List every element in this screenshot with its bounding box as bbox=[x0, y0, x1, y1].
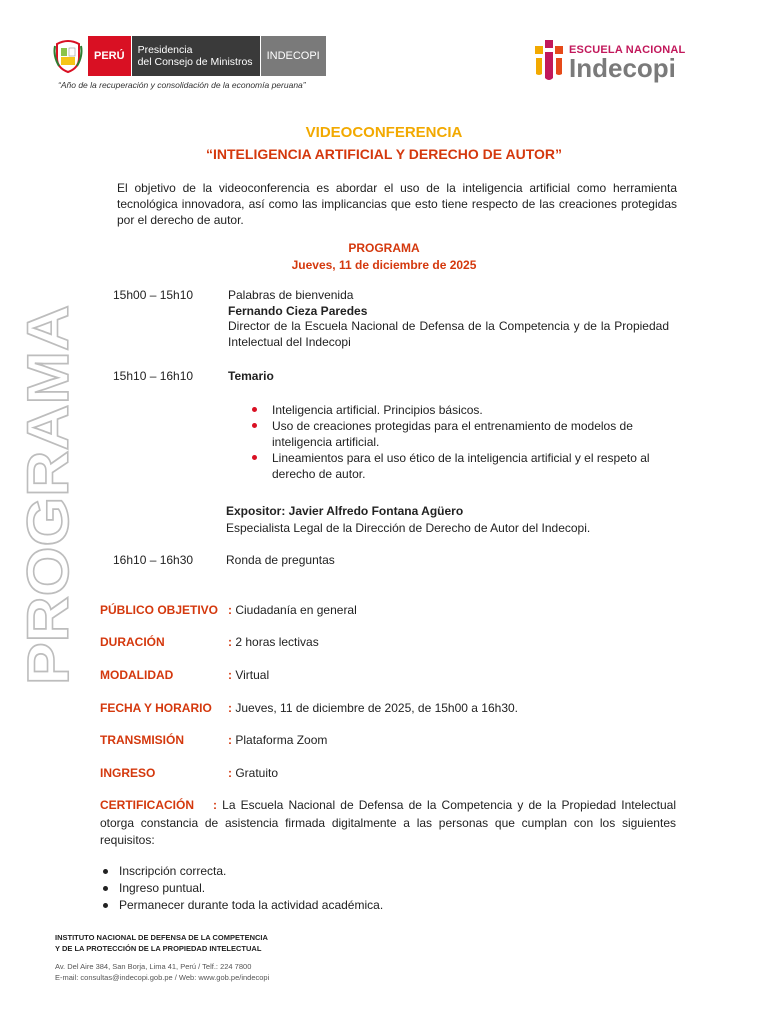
escuela-logo bbox=[533, 38, 685, 86]
list-item: Uso de creaciones protegidas para el entrenamiento de modelos de inteligencia artificial. bbox=[248, 418, 672, 450]
slot2-title: Temario bbox=[228, 369, 274, 383]
list-item: Permanecer durante toda la actividad académica. bbox=[100, 897, 383, 914]
escuela-bottom-label: Indecopi bbox=[569, 53, 676, 83]
bullet-icon bbox=[103, 886, 108, 891]
info-label-ingreso: INGRESO bbox=[100, 766, 156, 780]
indecopi-label: INDECOPI bbox=[261, 36, 326, 76]
list-item: Ingreso puntual. bbox=[100, 880, 383, 897]
list-item: Inscripción correcta. bbox=[100, 863, 383, 880]
bullet-icon bbox=[103, 903, 108, 908]
certification-paragraph: CERTIFICACIÓN : La Escuela Nacional de Defensa de la Competencia y de la Propiedad Intelectual otorga constancia de asistencia firmada digitalmente a las personas que cumplan con los siguientes requisitos: bbox=[100, 798, 676, 847]
slot1-time: 15h00 – 15h10 bbox=[113, 288, 194, 302]
bullet-icon bbox=[103, 869, 108, 874]
escuela-top-label: ESCUELA NACIONAL bbox=[569, 44, 686, 56]
info-label-modalidad: MODALIDAD bbox=[100, 668, 174, 682]
page-subtitle: “INTELIGENCIA ARTIFICIAL Y DERECHO DE AUTOR” bbox=[206, 146, 562, 162]
topics-list bbox=[248, 402, 672, 482]
info-value-ingreso: : Gratuito bbox=[228, 766, 279, 780]
escuela-people-icon bbox=[533, 38, 567, 86]
info-value-publico: : Ciudadanía en general bbox=[228, 603, 357, 617]
programa-watermark bbox=[16, 300, 81, 690]
pcm-label bbox=[132, 36, 260, 76]
slot2-speaker: Expositor: Javier Alfredo Fontana Agüero bbox=[226, 504, 464, 518]
footer-email-web: E-mail: consultas@indecopi.gob.pe / Web: www.gob.pe/indecopi bbox=[55, 973, 270, 982]
bullet-icon bbox=[252, 455, 257, 460]
pcm-line1: Presidencia bbox=[137, 44, 193, 56]
footer-inst-line1: INSTITUTO NACIONAL DE DEFENSA DE LA COMPETENCIA bbox=[55, 933, 268, 942]
programa-heading: PROGRAMA bbox=[348, 241, 420, 255]
watermark-text: PROGRAMA bbox=[16, 340, 81, 685]
info-label-publico: PÚBLICO OBJETIVO bbox=[100, 603, 219, 617]
requirements-list bbox=[100, 863, 383, 914]
bullet-icon bbox=[252, 407, 257, 412]
footer-institution bbox=[55, 932, 268, 954]
slot2-time: 15h10 – 16h10 bbox=[113, 369, 194, 383]
list-item: Lineamientos para el uso ético de la inteligencia artificial y el respeto al derecho de autor. bbox=[248, 450, 672, 482]
peru-label: PERÚ bbox=[88, 36, 131, 76]
info-label-duracion: DURACIÓN bbox=[100, 635, 165, 649]
intro-paragraph: El objetivo de la videoconferencia es abordar el uso de la inteligencia artificial como herramienta tecnológica innovadora, así como las implicancias que esto tiene respecto de las creaciones protegidas por el derecho de autor. bbox=[117, 181, 677, 227]
government-logo bbox=[50, 36, 326, 76]
slot2-role: Especialista Legal de la Dirección de Derecho de Autor del Indecopi. bbox=[226, 521, 591, 535]
info-value-modalidad: : Virtual bbox=[228, 668, 270, 682]
slot1-block bbox=[228, 288, 669, 350]
certification-text: La Escuela Nacional de Defensa de la Competencia y de la Propiedad Intelectual otorga constancia de asistencia firmada digitalmente a las personas que cumplan con los siguientes requisitos: bbox=[100, 798, 676, 847]
info-label-fecha: FECHA Y HORARIO bbox=[100, 701, 212, 715]
peru-shield-icon bbox=[50, 36, 86, 76]
footer-inst-line2: Y DE LA PROTECCIÓN DE LA PROPIEDAD INTELECTUAL bbox=[55, 944, 262, 953]
programa-date: Jueves, 11 de diciembre de 2025 bbox=[291, 258, 477, 272]
list-item: Inteligencia artificial. Principios básicos. bbox=[248, 402, 672, 418]
footer-address: Av. Del Aire 384, San Borja, Lima 41, Perú / Telf.: 224 7800 bbox=[55, 962, 252, 971]
pcm-line2: del Consejo de Ministros bbox=[137, 56, 253, 68]
slot3-time: 16h10 – 16h30 bbox=[113, 553, 194, 567]
bullet-icon bbox=[252, 423, 257, 428]
info-value-fecha: : Jueves, 11 de diciembre de 2025, de 15h00 a 16h30. bbox=[228, 701, 518, 715]
slot1-title: Palabras de bienvenida bbox=[228, 288, 354, 302]
info-value-duracion: : 2 horas lectivas bbox=[228, 635, 319, 649]
page-title: VIDEOCONFERENCIA bbox=[305, 124, 463, 141]
slot3-title: Ronda de preguntas bbox=[226, 553, 335, 567]
info-value-transmision: : Plataforma Zoom bbox=[228, 733, 328, 747]
info-label-transmision: TRANSMISIÓN bbox=[100, 733, 184, 747]
year-motto: “Año de la recuperación y consolidación de la economía peruana” bbox=[58, 80, 306, 90]
footer-contact bbox=[55, 961, 269, 983]
slot1-role: Director de la Escuela Nacional de Defensa de la Competencia y de la Propiedad Intelectual del Indecopi bbox=[228, 319, 669, 349]
slot1-speaker: Fernando Cieza Paredes bbox=[228, 303, 368, 318]
certification-label: CERTIFICACIÓN bbox=[100, 798, 194, 812]
